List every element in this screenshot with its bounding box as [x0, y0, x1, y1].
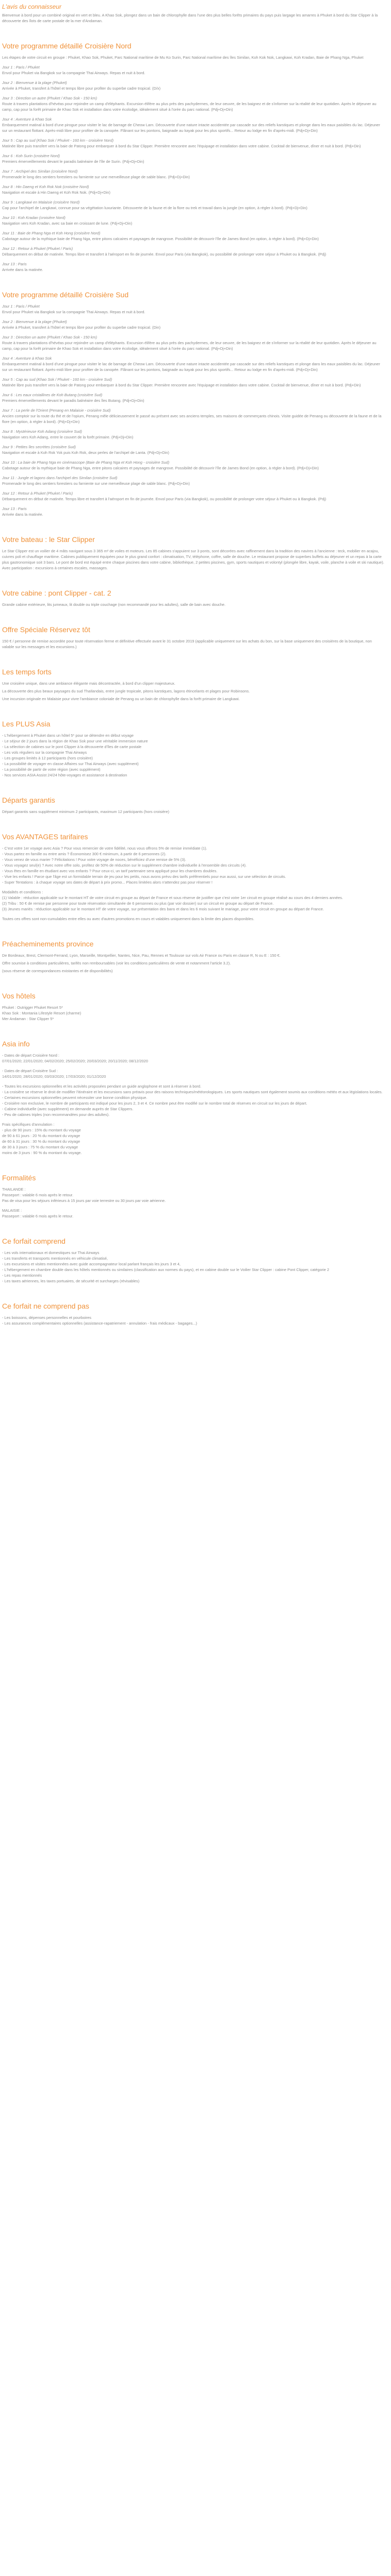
departures-heading: Départs garantis	[2, 796, 55, 804]
day-title: Jour 13 : Paris	[2, 506, 27, 511]
plus-item: - Nos services ASIA Assist 24/24 hôte-voyages et assistance à destination	[2, 773, 127, 777]
hotels-section	[2, 991, 385, 1022]
day-block	[2, 64, 385, 76]
plus-item: - Les vols réguliers sur la compagnie Thai Airways	[2, 750, 87, 755]
day-title: Jour 7 : Archipel des Similan (croisière Nord)	[2, 169, 78, 174]
boat-section	[2, 535, 385, 571]
preacheminements-text-2: Offre soumise à conditions particulières, tarifés non remboursables (voir les conditions particulières de vente et notamment l'article 3.2).	[2, 961, 231, 965]
advantage-item: - Vous êtes en famille en étudiant avec vos enfants ? Pour ceux-ci, un tarif partenaire sera appliqué pour les chambres doubles.	[2, 869, 218, 873]
north-program-heading: Votre programme détaillé Croisière Nord	[2, 42, 132, 50]
day-title: Jour 2 : Bienvenue à la plage (Phuket)	[2, 80, 67, 85]
day-block	[2, 392, 385, 403]
day-block	[2, 246, 385, 257]
intro-text: Bienvenue à bord pour un combiné original en vert et bleu. A Khao Sok, plongez dans un bain de chlorophylle dans l'une des plus belles forêts primaires du pays puis largage les amarres à Phuket à bord du Star Clipper à la découverte des îlots de carte postale de la mer d'Andaman.	[2, 13, 378, 23]
day-block	[2, 153, 385, 164]
departures-text: Départ garantis sans supplément minimum 2 participants, maximum 12 participants (hors croisière)	[2, 809, 170, 814]
day-title: Jour 10 : Koh Kradan (croisière Nord)	[2, 215, 66, 220]
asia-info-line: de 30 à 3 jours : 75 % du montant du voyage	[2, 1145, 78, 1149]
hotels-heading: Vos hôtels	[2, 992, 36, 1000]
asia-info-heading: Asia info	[2, 1040, 30, 1048]
highlights-text-1: Une croisière unique, dans une ambiance élégante mais décontractée, à bord d'un clipper majestueux.	[2, 681, 175, 686]
included-item: - Les taxes aériennes, les taxes portuaires, de sécurité et surcharges (révisables)	[2, 1279, 140, 1283]
plus-item: - La possibilité de partir de votre région (avec supplément)	[2, 767, 101, 772]
included-item: - Les vols internationaux et domestiques sur Thai Airways	[2, 1250, 100, 1255]
highlights-section	[2, 667, 385, 702]
preacheminements-text-1: De Bordeaux, Brest, Clermont-Ferrand, Lyon, Marseille, Montpellier, Nantes, Nice, Pau, Rennes et Toulouse sur vols Air France ou Paris en classe R, N ou E : 150 €.	[2, 953, 281, 958]
asia-info-line: - Dates de départ Croisière Sud :	[2, 1069, 58, 1073]
day-title: Jour 8 : Hin Daeng et Koh Rok Nok (croisière Nord)	[2, 184, 89, 189]
day-title: Jour 4 : Aventure à Khao Sok	[2, 117, 52, 122]
day-title: Jour 11 : Baie de Phang Nga et Koh Hong (croisière Nord)	[2, 231, 101, 235]
north-program-section	[2, 41, 385, 273]
day-block	[2, 429, 385, 440]
day-title: Jour 6 : Les eaux cristallines de Koh Butang (croisière Sud)	[2, 393, 103, 397]
included-item: - Les repas mentionnés	[2, 1273, 42, 1278]
asia-info-line: - plus de 90 jours : 15% du montant du voyage	[2, 1128, 81, 1132]
asia-info-section	[2, 1039, 385, 1156]
cabin-section	[2, 588, 385, 607]
asia-info-line: - Peu de cabines triples (non recommandées pour des adultes).	[2, 1112, 110, 1117]
advantage-item: - Vous venez de vous marier ? Félicitations ! Pour votre voyage de noces, bénéficiez d'une remise de 5% (3).	[2, 857, 186, 862]
day-text: Premiers émerveillements devant le paradis balnéaire des îles Butang. (Pdj+Dj+Din)	[2, 398, 144, 403]
offer-text: 150 € / personne de remise accordée pour toute réservation ferme et définitive effectuée avant le 31 octobre 2019 (applicable uniquement sur les achats du bon, sur la base uniquement des croisières de la boutique, non valable sur les messages et les excursions.)	[2, 639, 372, 649]
day-title: Jour 11 : Jungle et lagons dans l'archipel des Similan (croisière Sud)	[2, 476, 118, 480]
advantage-note: (3) Jeunes mariés : réduction applicable sur le montant HT de votre voyage, sur présentation des bans et dans les 6 mois suivant le mariage, pour votre circuit en groupe au départ de France.	[2, 907, 324, 911]
day-block	[2, 334, 385, 351]
day-text: Matinée libre puis transfert vers la baie de Patong pour embarquer à bord du Star Clipper. Première rencontre avec l'équipage et installation dans votre cabine. Cocktail de bienvenue, dîner et nuit à bord. (Pdj+Din)	[2, 144, 361, 148]
day-block	[2, 230, 385, 242]
day-text: Envol pour Phuket via Bangkok sur la compagnie Thai Airways. Repas et nuit à bord.	[2, 71, 145, 75]
asia-info-line: - Toutes les excursions optionnelles et les activités proposées pendant un guide anglophone et sont à réserver à bord.	[2, 1084, 202, 1089]
cabin-text: Grande cabine extérieure, lits jumeaux, lit double ou triple couchage (non recommandé pour les adultes), salle de bain avec douche.	[2, 602, 226, 607]
day-title: Jour 13 : Paris	[2, 262, 27, 266]
south-program-heading: Votre programme détaillé Croisière Sud	[2, 291, 129, 299]
day-block	[2, 475, 385, 486]
cabin-heading: Votre cabine : pont Clipper - cat. 2	[2, 589, 111, 597]
day-title: Jour 1 : Paris / Phuket	[2, 304, 40, 309]
day-title: Jour 3 : Direction un autre (Phuket / Khao Sok - 150 km)	[2, 335, 97, 340]
excluded-section	[2, 1301, 385, 1326]
day-title: Jour 1 : Paris / Phuket	[2, 65, 40, 70]
asia-info-line: moins de 3 jours : 90 % du montant du voyage.	[2, 1150, 82, 1155]
plus-item: - Le séjour de 2 jours dans la région de Khao Sok pour une véritable immersion nature	[2, 739, 148, 743]
highlights-text-2: La découverte des plus beaux paysages du sud Thaïlandais, entre jungle tropicale, pitons karstiques, lagons étincelants et plages pour Robinsons.	[2, 689, 250, 693]
formalities-section	[2, 1173, 385, 1219]
day-text: Matinée libre puis transfert vers la baie de Patong pour embarquer à bord du Star Clipper. Première rencontre avec l'équipage et installation dans votre cabine. Cocktail de bienvenue, dîner et nuit à bord. (Pdj+Din)	[2, 383, 361, 387]
highlights-text-3: Une incursion originale en Malaisie pour vivre l'ambiance coloniale de Penang ou un bain de chlorophylle dans la forêt primaire de Langkawi.	[2, 697, 240, 701]
asia-info-line: de 90 à 61 jours : 20 % du montant du voyage	[2, 1133, 80, 1138]
plus-item: - La possibilité de voyager en classe Affaires sur Thai Airways (avec supplément)	[2, 761, 139, 766]
hotel-line: Mer Andaman : Star Clipper 5*	[2, 1016, 54, 1021]
south-program-section	[2, 290, 385, 517]
day-title: Jour 9 : Petites îles secrètes (croisière Sud)	[2, 445, 76, 449]
day-block	[2, 444, 385, 455]
day-block	[2, 490, 385, 502]
day-title: Jour 9 : Langkawi en Malaisie (croisière Nord)	[2, 200, 80, 205]
day-block	[2, 199, 385, 211]
day-block	[2, 460, 385, 471]
included-item: - L'hébergement en chambre double dans les hôtels mentionnés ou similaires (classification aux normes du pays), et en cabine double sur le Voilier Star Clipper : cabine Pont Clipper, catégorie 2	[2, 1267, 330, 1272]
advantages-heading: Vos AVANTAGES tarifaires	[2, 833, 88, 841]
included-section	[2, 1236, 385, 1284]
day-block	[2, 184, 385, 195]
formalities-line: THAILANDE :	[2, 1187, 26, 1192]
day-text: Arrivée à Phuket, transfert à l'hôtel et temps libre pour profiter du superbe cadre tropical. (D/x)	[2, 86, 161, 91]
asia-info-line: - Cabine individuelle (avec supplément) en demande auprès de Star Clippers.	[2, 1107, 134, 1111]
day-text: Arrivée dans la matinée.	[2, 512, 43, 517]
formalities-line: Pas de visa pour les séjours inférieurs à 15 jours par voie terrestre ou 30 jours par voie aérienne.	[2, 1198, 166, 1203]
asia-info-line: - Dates de départ Croisière Nord :	[2, 1053, 59, 1058]
advantage-item: - Super Tentations : à chaque voyage ses dates de départ à prix promo... Places limitées alors n'attendez pas pour réserver !	[2, 880, 213, 885]
day-block	[2, 303, 385, 315]
day-title: Jour 3 : Direction un autre (Phuket / Khao Sok - 150 km)	[2, 96, 97, 100]
advantage-note: Modalités et conditions :	[2, 890, 43, 894]
formalities-heading: Formalités	[2, 1174, 36, 1182]
hotel-line: Khao Sok : Montania Lifestyle Resort (charme)	[2, 1011, 82, 1015]
south-days-list	[2, 303, 385, 517]
plus-section	[2, 719, 385, 778]
day-title: Jour 12 : Retour à Phuket (Phuket / Paris)	[2, 491, 73, 496]
day-text: Cap pour l'archipel de Langkawi, connue pour sa végétation luxuriante. Découverte de la faune et de la flore ou trek et travail dans la jungle (en option, à régler à bord). (Pdj+Dj+Din)	[2, 206, 307, 210]
asia-info-line: Frais spécifiques d'annulation :	[2, 1122, 55, 1127]
day-title: Jour 12 : Retour à Phuket (Phuket / Paris)	[2, 246, 73, 251]
asia-info-line: - Croisière non exclusive, le nombre de participants est indiqué pour les jours 2, 3 et 4. Ce nombre peut être modifié sur le nombre total de réserves en circuit sur les jours de départ.	[2, 1101, 307, 1106]
preacheminements-text-3: (sous réserve de correspondances existantes et de disponibilités)	[2, 969, 113, 973]
boat-text: Le Star Clipper est un voilier de 4 mâts navigant sous 3 365 m² de voiles et moteurs. Les 85 cabines s'appuient sur 3 ponts, sont décorées avec raffinement dans la tradition des navires à l'ancienne : teck, mobilier en acajou, cuivres poli et chauffage maritime. Cabines publiquement équipées pour le plus grand confort : climatisation, TV, téléphone, coffre, salle de douche. Le restaurant propose de superbes buffets au déjeuner et un repas à la carte plus gastronomique soit 3 bars. Le pont de bord est équipé entre chaque piscines dans votre cabine, bibliothèque, 2 petites piscines, gym, sports nautiques et volontyl (plongée libre, kayak, voile, planche à voile et ski nautique). Avec participation : excursions à certaines escales, massages.	[2, 549, 384, 570]
day-text: Embarquement matinal à bord d'une pirogue pour visiter le lac de barrage de Cheow Larn. Découverte d'une nature intacte accidentée par cascade sur des reliefs karstiques et plonge dans les eaux paisibles du lac. Déjeuner sur un restaurant flottant. Après-midi libre pour profiter de la canopée. Flânant sur les pontons, baignade au kayak pour les plus sportifs... Retour au lodge en fin d'après-midi. (Pdj+Dj+Din)	[2, 362, 380, 372]
advantage-item: - Vous partez en famille ou entre amis ? Économisez 300 € minimum, à partir de 6 personnes (2).	[2, 852, 167, 856]
day-title: Jour 2 : Bienvenue à la plage (Phuket)	[2, 319, 67, 324]
day-text: Débarquement en début de matinée. Temps libre et transfert à l'aéroport en fin de journée. Envol pour Paris (via Bangkok), ou possibilité de prolonger votre séjour à Phuket ou à Bangkok. (Pdj)	[2, 497, 327, 501]
advantage-item: - Vive les enfants ! Parce que l'âge est un formidable terrain de jeu pour les petits, nous avons prévu des tarifs préférentiels pour eux aussi, sur une sélection de circuits.	[2, 874, 286, 879]
day-text: Promenade le long des sentiers forestiers ou farniente sur une merveilleuse plage de sable blanc. (Pdj+Dj+Din)	[2, 175, 190, 179]
intro-heading: L'avis du connaisseur	[2, 3, 62, 10]
advantages-closing: Toutes ces offres sont non-cumulables entre elles ou avec d'autres promotions en cours et valables uniquement dans la limite des places disponibles.	[2, 917, 254, 921]
plus-item: - La sélection de cabines sur le pont Clipper à la découverte d'îles de carte postale	[2, 744, 142, 749]
advantages-notes	[2, 889, 385, 912]
day-title: Jour 5 : Cap au sud (Khao Sok / Phuket - 160 km - croisière Sud)	[2, 377, 112, 382]
advantages-list	[2, 845, 385, 885]
formalities-line: Passeport : valable 6 mois après le retour.	[2, 1193, 74, 1197]
day-block	[2, 506, 385, 517]
formalities-line: Passeport : valable 6 mois après le retour.	[2, 1214, 74, 1218]
day-block	[2, 116, 385, 133]
formalities-line: MALAISIE :	[2, 1208, 22, 1213]
day-title: Jour 6 : Koh Surin (croisière Nord)	[2, 154, 60, 158]
day-text: Cabotage autour de la mythique baie de Phang Nga, entre pitons calcaires et paysages de mangrove. Possibilité de découvrir l'île de James Bond (en option, à régler à bord). (Pdj+Dj+Din)	[2, 236, 319, 241]
advantage-note: (2) Tribu : 50 € de remise par personne pour toute réservation simultanée de 6 personnes ou plus (par voir dossier) sur un circuit en groupe au départ de France.	[2, 901, 274, 906]
day-block	[2, 355, 385, 372]
north-program-intro: Les étapes de votre circuit en groupe : Phuket, Khao Sok, Phuket, Parc National marítime de Mu Ko Surin, Parc National marítime des îles Similan, Koh Kok Nok, Langkawi, Koh Kradan, Baie de Phang Nga, Phuket	[2, 55, 364, 60]
day-block	[2, 408, 385, 425]
excluded-item: - Les assurances complémentaires optionnelles (assistance-rapatriement - annulation - frais médicaux - bagages...)	[2, 1321, 197, 1326]
asia-info-line: 14/01/2020; 28/01/2020; 03/03/2020; 17/03/2020; 01/12/2020	[2, 1074, 106, 1079]
day-title: Jour 10 : La baie de Phang Nga en cinémascope (Baie de Phang Nga et Koh Hong - croisière Sud)	[2, 460, 170, 465]
intro-section	[2, 3, 385, 24]
day-block	[2, 377, 385, 388]
day-text: Navigation vers Koh Kradan, avec sa baie en croissant de lune. (Pdj+Dj+Din)	[2, 221, 133, 226]
plus-list	[2, 733, 385, 778]
day-block	[2, 138, 385, 149]
day-text: Envol pour Phuket via Bangkok sur la compagnie Thai Airways. Repas et nuit à bord.	[2, 310, 145, 314]
offer-heading: Offre Spéciale Réservez tôt	[2, 625, 90, 634]
day-text: Ancien comptoir sur la route du thé et de l'opium, Penang mêle délicieusement le passé au présent avec ses anciens temples, ses maisons de commerçants chinois. Visite guidée de Penang ou découverte de la faune et de la flore (en option, à régler à bord). (Pdj+Dj+Din)	[2, 414, 382, 424]
advantage-item: - Vous voyagez seul(e) ? Avec notre offre solo, profitez de 50% de réduction sur le supplément chambre individuelle à l'ensemble des circuits (4).	[2, 863, 247, 868]
boat-heading: Votre bateau : le Star Clipper	[2, 535, 95, 544]
day-text: Premiers émerveillements devant le paradis balnéaire de l'île de Surin. (Pdj+Dj+Din)	[2, 159, 144, 164]
preacheminements-heading: Préacheminements province	[2, 940, 94, 948]
day-title: Jour 8 : Mystérieuse Koh Adang (croisière Sud)	[2, 429, 83, 434]
advantage-note: (1) Valable : réduction applicable sur le montant HT de votre circuit en groupe au départ de France et sous réserve de justifier que c'est votre 1er circuit en groupe réalisé au cours des 4 derniers années.	[2, 895, 343, 900]
day-block	[2, 80, 385, 91]
excluded-heading: Ce forfait ne comprend pas	[2, 1302, 89, 1310]
plus-heading: Les PLUS Asia	[2, 720, 51, 728]
day-text: Promenade le long des sentiers forestiers ou farniente sur une merveilleuse plage de sable blanc. (Pdj+Dj+Din)	[2, 481, 190, 486]
departures-section	[2, 795, 385, 815]
highlights-heading: Les temps forts	[2, 668, 52, 676]
day-text: Débarquement en début de matinée. Temps libre et transfert à l'aéroport en fin de journée. Envol pour Paris (via Bangkok), ou possibilité de prolonger votre séjour à Phuket ou à Bangkok. (Pdj)	[2, 252, 327, 257]
asia-info-line: - La croisière se réserve le droit de modifier l'itinéraire et les excursions sans préavis pour des raisons techniques/météorologiques. Les sports nautiques sont également soumis aux conditions météo et aux législations locales.	[2, 1090, 383, 1094]
asia-info-line: - Certaines excursions optionnelles peuvent nécessiter une bonne condition physique.	[2, 1095, 148, 1100]
day-block	[2, 215, 385, 226]
day-text: Arrivée à Phuket, transfert à l'hôtel et temps libre pour profiter du superbe cadre tropical. (Din)	[2, 325, 161, 330]
preacheminements-section	[2, 939, 385, 974]
day-block	[2, 261, 385, 273]
hotel-line: Phuket : Outrigger Phuket Resort 5*	[2, 1005, 63, 1010]
day-block	[2, 319, 385, 330]
advantage-item: - C'est votre 1er voyage avec Asia ? Pour vous remercier de votre fidélité, nous vous offrons 5% de remise immédiate (1).	[2, 846, 207, 851]
day-text: Cabotage autour de la mythique baie de Phang Nga, entre pitons calcaires et paysages de mangrove. Possibilité de découvrir l'île de James Bond (en option, à régler à bord). (Pdj+Dj+Din)	[2, 466, 319, 470]
day-text: Arrivée dans la matinée.	[2, 267, 43, 272]
asia-info-line: de 60 à 31 jours : 30 % du montant du voyage	[2, 1139, 80, 1144]
day-block	[2, 168, 385, 180]
included-heading: Ce forfait comprend	[2, 1237, 66, 1245]
north-days-list	[2, 64, 385, 273]
day-title: Jour 7 : La perle de l'Orient (Penang en Malaisie - croisière Sud)	[2, 408, 111, 413]
day-title: Jour 5 : Cap au sud (Khao Sok / Phuket - 160 km - croisière Nord)	[2, 138, 114, 143]
plus-item: - L'hébergement à Phuket dans un hôtel 5* pour se détendre en début voyage	[2, 733, 134, 738]
advantages-section	[2, 832, 385, 922]
day-text: Route à travers plantations d'hévéas pour rejoindre un camp d'éléphants. Excursion élifère au plus près des pachydermes, de leur oeuvre, de les baignez et de s'informer sur la réalité de leur quotidien. Après le déjeuner au camp, cap pour la forêt primaire de Khao Sok et installation dans votre écolodge, idéalement situé à l'orée du parc national. (Pdj+Dj+Din)	[2, 101, 377, 112]
day-block	[2, 95, 385, 112]
day-text: Embarquement matinal à bord d'une pirogue pour visiter le lac de barrage de Cheow Larn. Découverte d'une nature intacte accidentée par cascade sur des reliefs karstiques et plonge dans les eaux paisibles du lac. Déjeuner sur un restaurant flottant. Après-midi libre pour profiter de la canopée. Flânant sur les pontons, baignade au kayak pour les plus sportifs... Retour au lodge en fin d'après-midi. (Pdj+Dj+Din)	[2, 123, 380, 133]
asia-info-line: 07/01/2020; 22/01/2020; 04/02/2020; 25/02/2020; 20/03/2020; 20/11/2020; 08/12/2020	[2, 1059, 149, 1063]
offer-section	[2, 625, 385, 650]
included-item: - Les excursions et visites mentionnées avec guide accompagnateur local parlant français les jours 3 et 4,	[2, 1262, 181, 1266]
included-item: - Les transferts et transports mentionnés en véhicule climatisé,	[2, 1256, 108, 1261]
day-title: Jour 4 : Aventure à Khao Sok	[2, 356, 52, 361]
day-text: Navigation et escale à Koh Rok Yok puis Koh Rok, deux perles de l'archipel de Lanta. (Pdj+Dj+Din)	[2, 450, 169, 455]
day-text: Navigation et escale à Hin Daeng et Koh Rok Nok. (Pdj+Dj+Din)	[2, 190, 110, 195]
excluded-item: - Les boissons, dépenses personnelles et pourboires	[2, 1315, 91, 1320]
day-text: Navigation vers Koh Adang, entre le couvert de la forêt primaire. (Pdj+Dj+Din)	[2, 435, 134, 439]
plus-item: - Les groupes limités à 12 participants (hors croisière)	[2, 756, 93, 760]
day-text: Route à travers plantations d'hévéas pour rejoindre un camp d'éléphants. Excursion élifère au plus près des pachydermes, de leur oeuvre, de les baignez et de s'informer sur la réalité de leur quotidien. Après le déjeuner au camp, cap pour la forêt primaire de Khao Sok et installation dans votre écolodge, idéalement situé à l'orée du parc national. (Pdj+Dj+Din)	[2, 341, 377, 351]
